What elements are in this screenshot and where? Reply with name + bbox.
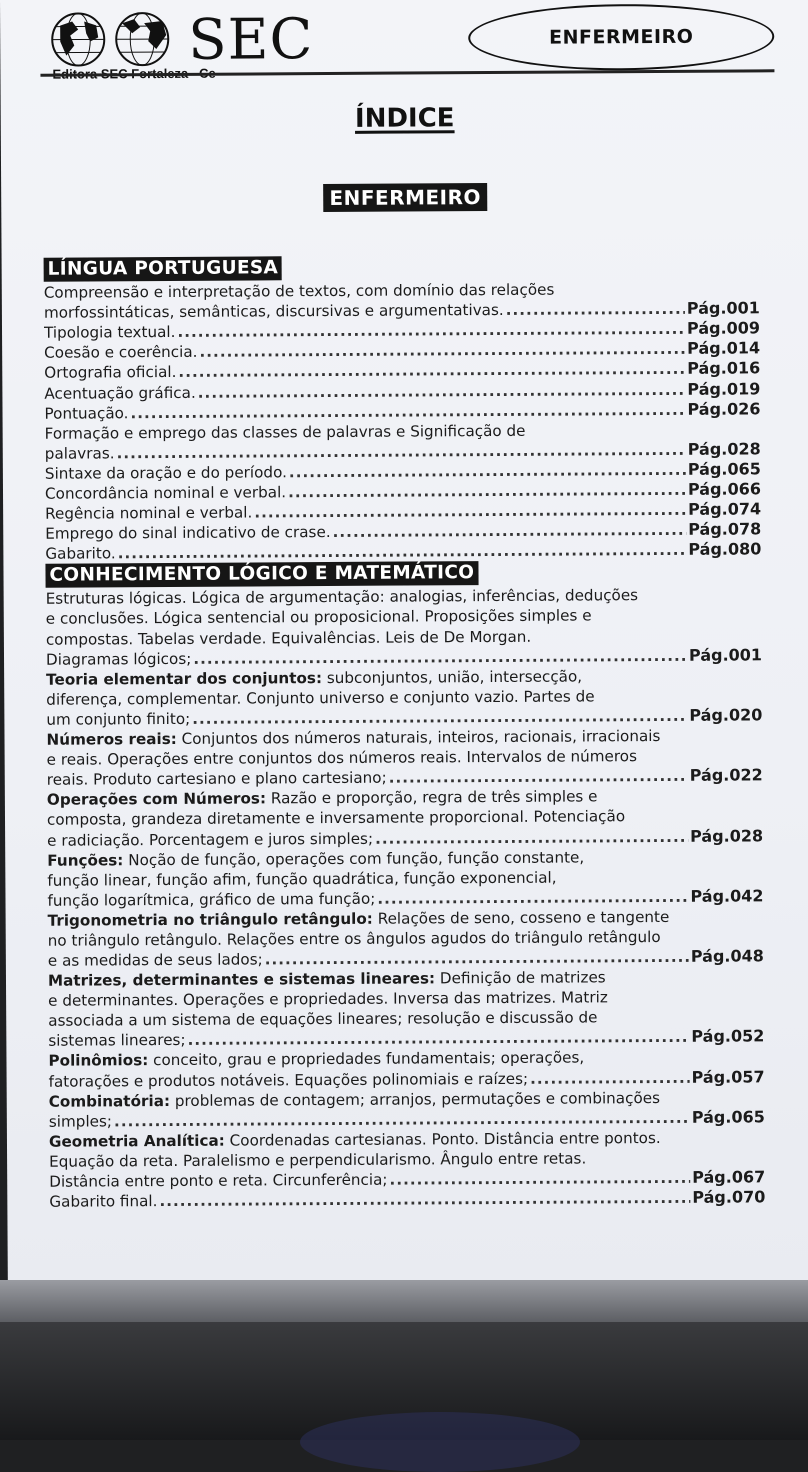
section-heading: LÍNGUA PORTUGUESA	[44, 256, 283, 281]
dot-leader	[333, 520, 687, 542]
toc-entry-lastline	[49, 1187, 765, 1211]
toc-entry-topic: Teoria elementar dos conjuntos:	[46, 669, 322, 689]
toc-entry-text: subconjuntos, união, intersecção,	[322, 667, 582, 687]
toc-entry	[49, 1127, 765, 1192]
toc-entry-text: reais. Produto cartesiano e plano cartesiano;	[47, 768, 387, 790]
page-number: Pág.066	[688, 479, 761, 499]
dot-leader	[199, 339, 685, 362]
page-number: Pág.048	[691, 946, 764, 966]
toc-entry	[49, 1187, 765, 1211]
toc-entry-text: função logarítmica, gráfico de uma função;	[47, 889, 375, 911]
page-number: Pág.070	[692, 1188, 765, 1208]
toc-entry-text: e radiciação. Porcentagem e juros simples;	[47, 828, 373, 850]
toc-entry-line: função linear, função afim, função quadrática, função exponencial,	[47, 866, 763, 890]
role-badge: ENFERMEIRO	[468, 3, 774, 71]
page-number: Pág.001	[687, 299, 760, 319]
toc-entry-text: Gabarito.	[45, 544, 115, 564]
logo-text: SEC	[188, 10, 313, 71]
dot-leader	[389, 766, 688, 788]
page-number: Pág.074	[688, 499, 761, 519]
page-edge	[0, 1280, 808, 1322]
toc-entry-text: Distância entre ponto e reta. Circunferência;	[49, 1170, 387, 1192]
course-title-wrap	[1, 183, 808, 212]
toc-entry-text: Sintaxe da oração e do período.	[45, 462, 287, 483]
page-number: Pág.014	[687, 339, 760, 359]
toc-entry-text: um conjunto finito;	[46, 709, 190, 730]
toc-entry-line: composta, grandeza diretamente e inversamente proporcional. Potenciação	[47, 806, 763, 830]
toc-entry	[46, 665, 762, 730]
toc-entry-topic: Geometria Analítica:	[49, 1131, 225, 1150]
toc-entry	[46, 585, 762, 670]
page-number: Pág.026	[687, 399, 760, 419]
dot-leader	[289, 460, 686, 482]
toc-entry-text: Relações de seno, cosseno e tangente	[373, 908, 670, 928]
toc-entry-line: compostas. Tabelas verdade. Equivalências. Leis de De Morgan.	[46, 625, 762, 649]
toc-entry-text: Coordenadas cartesianas. Ponto. Distância entre pontos.	[225, 1129, 661, 1150]
toc-entry-text: Pontuação.	[44, 403, 128, 424]
toc-entry	[46, 725, 762, 790]
globe-icon	[112, 11, 172, 67]
page-number: Pág.028	[690, 826, 763, 846]
toc-entry-text: Concordância nominal e verbal.	[45, 482, 286, 503]
toc-entry-line: e reais. Operações entre conjuntos dos números reais. Intervalos de números	[47, 745, 763, 769]
page-number: Pág.042	[690, 886, 763, 906]
toc-entry-text: palavras.	[45, 443, 115, 463]
section-heading: CONHECIMENTO LÓGICO E MATEMÁTICO	[45, 561, 478, 588]
page-number: Pág.019	[687, 379, 760, 399]
toc-entry-line: Compreensão e interpretação de textos, com domínio das relações	[44, 278, 760, 302]
toc-entry-text: Tipologia textual.	[44, 322, 176, 343]
toc-entry	[48, 966, 764, 1051]
toc-entry-line: Formação e emprego das classes de palavras e Significação de	[45, 419, 761, 443]
toc-entry	[48, 1047, 764, 1092]
toc-entry-line: e determinantes. Operações e propriedades. Inversa das matrizes. Matriz	[48, 987, 764, 1011]
toc-entry-line: associada a um sistema de equações lineares; resolução e discussão de	[48, 1007, 764, 1031]
index-title-wrap	[1, 101, 808, 136]
page-number: Pág.001	[689, 645, 762, 665]
toc-entry	[45, 419, 761, 464]
toc-entry-text: Coesão e coerência.	[44, 342, 197, 363]
dot-leader	[377, 887, 688, 909]
dot-leader	[198, 379, 686, 402]
dot-leader	[159, 1188, 690, 1211]
toc-entry-topic: Combinatória:	[49, 1092, 170, 1111]
page-number: Pág.016	[687, 359, 760, 379]
page-number: Pág.052	[691, 1027, 764, 1047]
toc-entry-text: fatorações e produtos notáveis. Equações polinomiais e raízes;	[49, 1068, 529, 1091]
page-number: Pág.078	[688, 520, 761, 540]
dot-leader	[530, 1067, 690, 1088]
page-number: Pág.065	[692, 1107, 765, 1127]
page-number: Pág.028	[688, 439, 761, 459]
table-of-contents	[44, 253, 766, 1212]
page-number: Pág.080	[688, 540, 761, 560]
toc-entry-text: Gabarito final.	[49, 1191, 157, 1212]
toc-entry-text: Noção de função, operações com função, função constante,	[123, 848, 584, 869]
toc-entry	[47, 786, 763, 851]
toc-entry-topic: Polinômios:	[48, 1052, 148, 1071]
dot-leader	[265, 947, 689, 970]
dot-leader	[389, 1168, 690, 1190]
page-number: Pág.065	[688, 459, 761, 479]
toc-entry	[49, 1087, 765, 1132]
toc-entry-text: sistemas lineares;	[48, 1030, 185, 1051]
toc-entry-text: Emprego do sinal indicativo de crase.	[45, 522, 330, 544]
page-number: Pág.020	[689, 705, 762, 725]
toc-entry-line: no triângulo retângulo. Relações entre os ângulos agudos do triângulo retângulo	[48, 926, 764, 950]
toc-entry-text: Razão e proporção, regra de três simples e	[266, 788, 598, 808]
globe-icon	[48, 11, 108, 67]
toc-entry-text: Ortografia oficial.	[44, 362, 176, 383]
page-number: Pág.067	[692, 1167, 765, 1187]
dot-leader	[118, 540, 687, 563]
toc-entry-topic: Números reais:	[46, 730, 176, 749]
dot-leader	[187, 1027, 689, 1050]
toc-entry-text: e as medidas de seus lados;	[48, 950, 263, 971]
dot-leader	[375, 826, 688, 848]
index-title: ÍNDICE	[355, 103, 455, 134]
dot-leader	[288, 480, 686, 502]
toc-entry-text: morfossintáticas, semânticas, discursivas e argumentativas.	[44, 300, 504, 323]
page-number: Pág.022	[690, 766, 763, 786]
dot-leader	[193, 646, 687, 669]
toc-entry-text: problemas de contagem; arranjos, permutações e combinações	[170, 1089, 660, 1110]
toc-entry-text: Acentuação gráfica.	[44, 382, 195, 403]
toc-entry-topic: Trigonometria no triângulo retângulo:	[48, 910, 373, 930]
toc-entry-topic: Matrizes, determinantes e sistemas lineares:	[48, 969, 435, 989]
toc-entry	[47, 846, 763, 911]
toc-entry-topic: Funções:	[47, 851, 123, 869]
toc-entry	[48, 906, 764, 971]
toc-entry	[44, 278, 760, 323]
toc-entry-line: Equação da reta. Paralelismo e perpendicularismo. Ângulo entre retas.	[49, 1147, 765, 1171]
toc-entry-line: Estruturas lógicas. Lógica de argumentação: analogias, inferências, deduções	[46, 585, 762, 609]
page-number: Pág.009	[687, 319, 760, 339]
toc-entry-text: Conjuntos dos números naturais, inteiros, racionais, irracionais	[177, 727, 661, 748]
toc-entry-topic: Operações com Números:	[47, 790, 266, 809]
toc-entry-text: simples;	[49, 1111, 112, 1131]
page-number: Pág.057	[692, 1067, 765, 1087]
toc-entry-text: conceito, grau e propriedades fundamentais; operações,	[148, 1049, 584, 1070]
dot-leader	[506, 299, 685, 320]
toc-entry-line: e conclusões. Lógica sentencial ou proposicional. Proposições simples e	[46, 605, 762, 629]
toc-entry-line: diferença, complementar. Conjunto universo e conjunto vazio. Partes de	[46, 685, 762, 709]
toc-entry-text: Regência nominal e verbal.	[45, 503, 252, 524]
course-title: ENFERMEIRO	[323, 183, 487, 212]
desk-object	[300, 1412, 580, 1472]
dot-leader	[130, 399, 685, 422]
toc-entry-text: Definição de matrizes	[435, 968, 606, 987]
dot-leader	[254, 500, 686, 523]
toc-entry-text: Diagramas lógicos;	[46, 649, 191, 670]
